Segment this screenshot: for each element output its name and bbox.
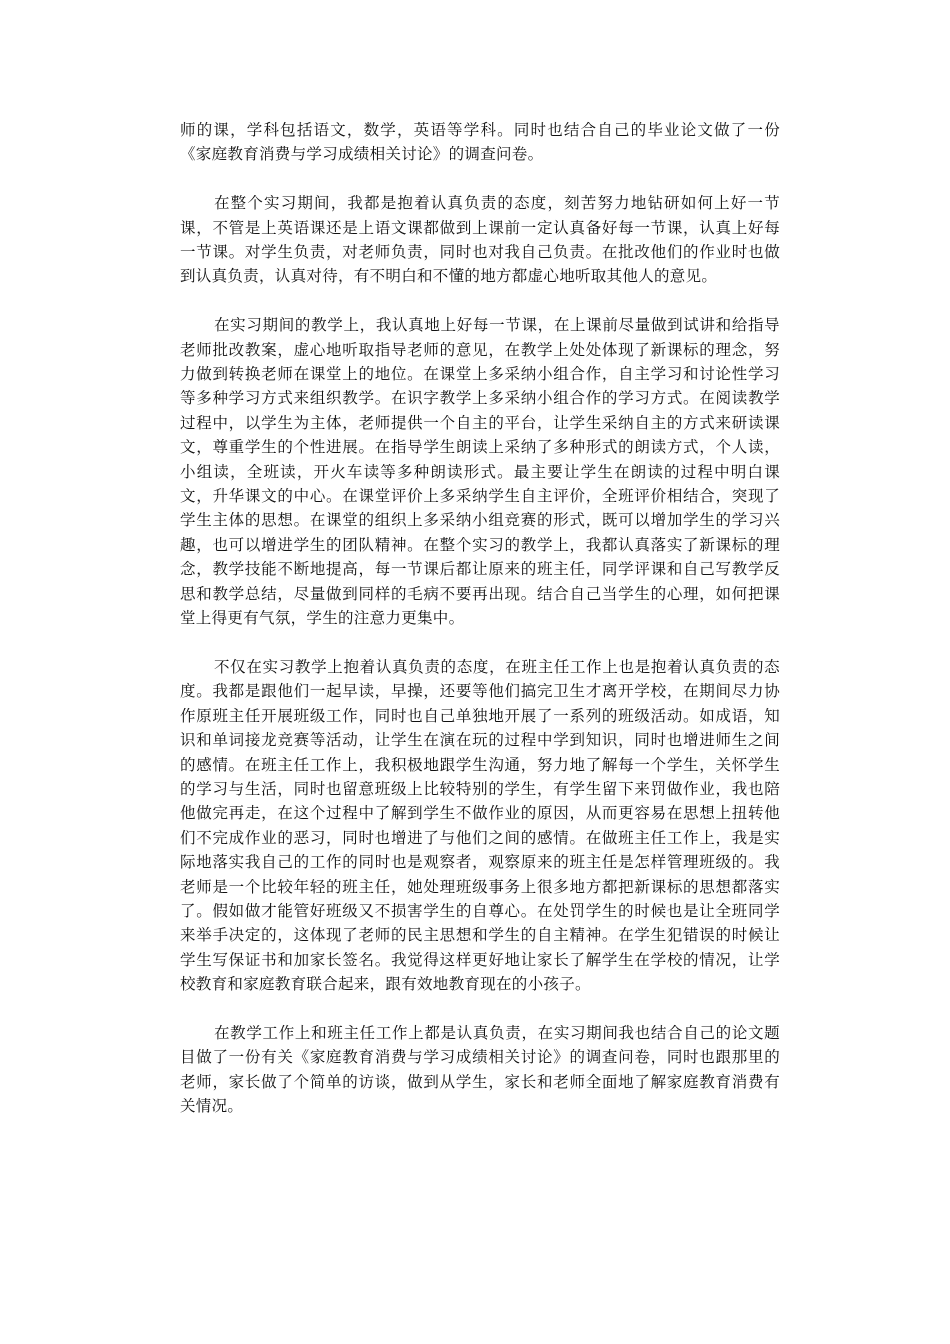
paragraph-5: 在教学工作上和班主任工作上都是认真负责，在实习期间我也结合自己的论文题目做了一份有关《家庭教育消费与学习成绩相关讨论》的调查问卷，同时也跟那里的老师，家长做了个简单的访谈，做到从学生，家长和老师全面地了解家庭教育消费有关情况。 [180,1023,780,1116]
paragraph-3: 在实习期间的教学上，我认真地上好每一节课，在上课前尽量做到试讲和给指导老师批改教案，虚心地听取指导老师的意见，在教学上处处体现了新课标的理念，努力做到转换老师在课堂上的地位。在课堂上多采纳小组合作，自主学习和讨论性学习等多种学习方式来组织教学。在识字教学上多采纳小组合作的学习方式。在阅读教学过程中，以学生为主体，老师提供一个自主的平台，让学生采纳自主的方式来研读课文，尊重学生的个性进展。在指导学生朗读上采纳了多种形式的朗读方式，个人读，小组读，全班读，开火车读等多种朗读形式。最主要让学生在朗读的过程中明白课文，升华课文的中心。在课堂评价上多采纳学生自主评价，全班评价相结合，突现了学生主体的思想。在课堂的组织上多采纳小组竞赛的形式，既可以增加学生的学习兴趣，也可以增进学生的团队精神。在整个实习的教学上，我都认真落实了新课标的理念，教学技能不断地提高，每一节课后都让原来的班主任，同学评课和自己写教学反思和教学总结，尽量做到同样的毛病不要再出现。结合自己当学生的心理，如何把课堂上得更有气氛，学生的注意力更集中。 [180,316,780,628]
paragraph-2: 在整个实习期间，我都是抱着认真负责的态度，刻苦努力地钻研如何上好一节课，不管是上英语课还是上语文课都做到上课前一定认真备好每一节课，认真上好每一节课。对学生负责，对老师负责，同时也对我自己负责。在批改他们的作业时也做到认真负责，认真对待，有不明白和不懂的地方都虚心地听取其他人的意见。 [180,194,780,286]
paragraph-1: 师的课，学科包括语文，数学，英语等学科。同时也结合自己的毕业论文做了一份《家庭教育消费与学习成绩相关讨论》的调查问卷。 [180,121,780,164]
document-page [180,118,780,1143]
paragraph-4: 不仅在实习教学上抱着认真负责的态度，在班主任工作上也是抱着认真负责的态度。我都是跟他们一起早读，早操，还要等他们搞完卫生才离开学校，在期间尽力协作原班主任开展班级工作，同时也自己单独地开展了一系列的班级活动。如成语，知识和单词接龙竞赛等活动，让学生在演在玩的过程中学到知识，同时也增进师生之间的感情。在班主任工作上，我积极地跟学生沟通，努力地了解每一个学生，关怀学生的学习与生活，同时也留意班级上比较特别的学生，有学生留下来罚做作业，我也陪他做完再走，在这个过程中了解到学生不做作业的原因，从而更容易在思想上扭转他们不完成作业的恶习，同时也增进了与他们之间的感情。在做班主任工作上，我是实际地落实我自己的工作的同时也是观察者，观察原来的班主任是怎样管理班级的。我老师是一个比较年轻的班主任，她处理班级事务上很多地方都把新课标的思想都落实了。假如做才能管好班级又不损害学生的自尊心。在处罚学生的时候也是让全班同学来举手决定的，这体现了老师的民主思想和学生的自主精神。在学生犯错误的时候让学生写保证书和加家长签名。我觉得这样更好地让家长了解学生在学校的情况，让学校教育和家庭教育联合起来，跟有效地教育现在的小孩子。 [180,657,780,994]
